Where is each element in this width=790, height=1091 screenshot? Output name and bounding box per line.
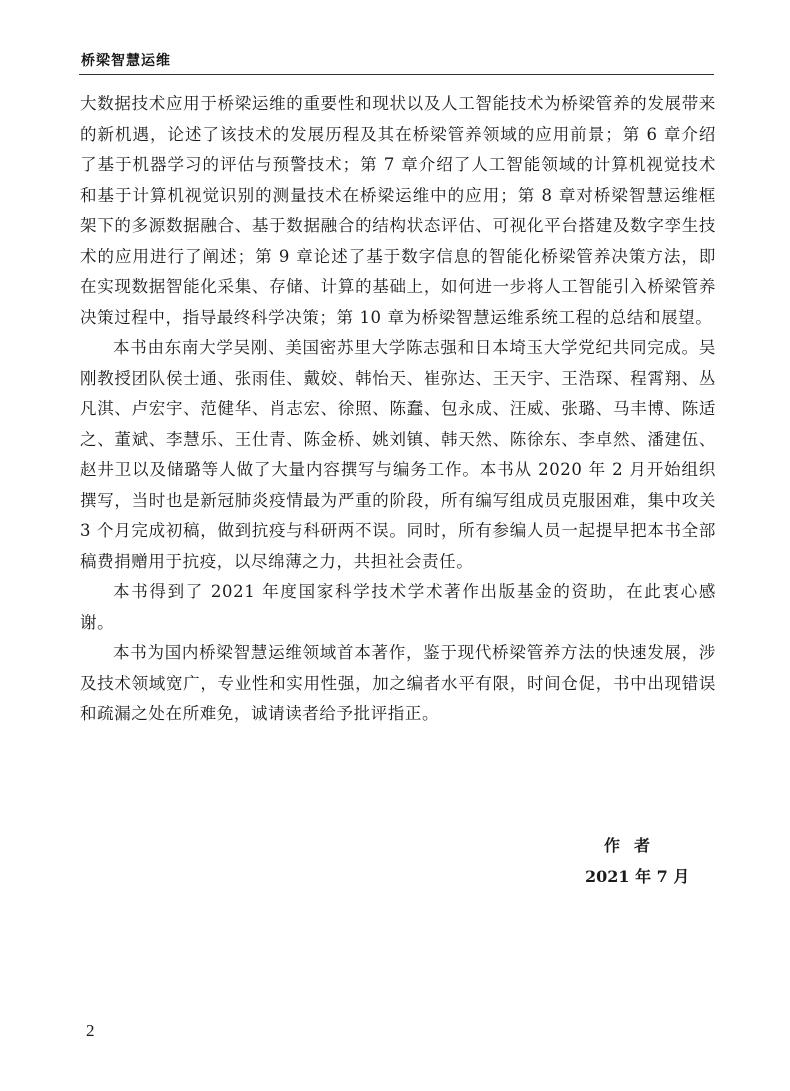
running-head: 桥梁智慧运维 [81, 53, 171, 69]
signature-date: 2021 年 7 月 [585, 867, 690, 886]
paragraph-authors: 本书由东南大学吴刚、美国密苏里大学陈志强和日本埼玉大学党纪共同完成。吴刚教授团队侯士通、张雨佳、戴姣、韩怡天、崔弥达、王天宇、王浩琛、程霄翔、丛凡淇、卢宏宇、范健华、肖志宏、徐照、陈蠢、包永成、汪威、张璐、马丰博、陈适之、董斌、李慧乐、王仕青、陈金桥、姚刘镇、韩天然、陈徐东、李卓然、潘建伍、赵井卫以及储璐等人做了大量内容撰写与编务工作。本书从 2020 年 2 月开始组织撰写，当时也是新冠肺炎疫情最为严重的阶段，所有编写组成员克服困难，集中攻关 3 个月完成初稿，做到抗疫与科研两不误。同时，所有参编人员一起提早把本书全部稿费捐赠用于抗疫，以尽绵薄之力，共担社会责任。 [80, 338, 716, 571]
paragraph-closing: 本书为国内桥梁智慧运维领域首本著作，鉴于现代桥梁管养方法的快速发展，涉及技术领域宽广，专业性和实用性强，加之编者水平有限，时间仓促，书中出现错误和疏漏之处在所难免，诚请读者给予批评指正。 [80, 643, 716, 723]
paragraph-continuation: 大数据技术应用于桥梁运维的重要性和现状以及人工智能技术为桥梁管养的发展带来的新机遇，论述了该技术的发展历程及其在桥梁管养领域的应用前景；第 6 章介绍了基于机器学习的评估与预警技术；第 7 章介绍了人工智能领域的计算机视觉技术和基于计算机视觉识别的测量技术在桥梁运维中的应用；第 8 章对桥梁智慧运维框架下的多源数据融合、基于数据融合的结构状态评估、可视化平台搭建及数字孪生技术的应用进行了阐述；第 9 章论述了基于数字信息的智能化桥梁管养决策方法，即在实现数据智能化采集、存储、计算的基础上，如何进一步将人工智能引入桥梁管养决策过程中，指导最终科学决策；第 10 章为桥梁智慧运维系统工程的总结和展望。 [80, 94, 716, 327]
signature-author: 作者 [604, 836, 665, 855]
preface-body [80, 89, 716, 730]
paragraph-funding: 本书得到了 2021 年度国家科学技术学术著作出版基金的资助，在此衷心感谢。 [80, 582, 716, 632]
page-number: 2 [86, 1021, 95, 1040]
header-divider [79, 74, 714, 75]
